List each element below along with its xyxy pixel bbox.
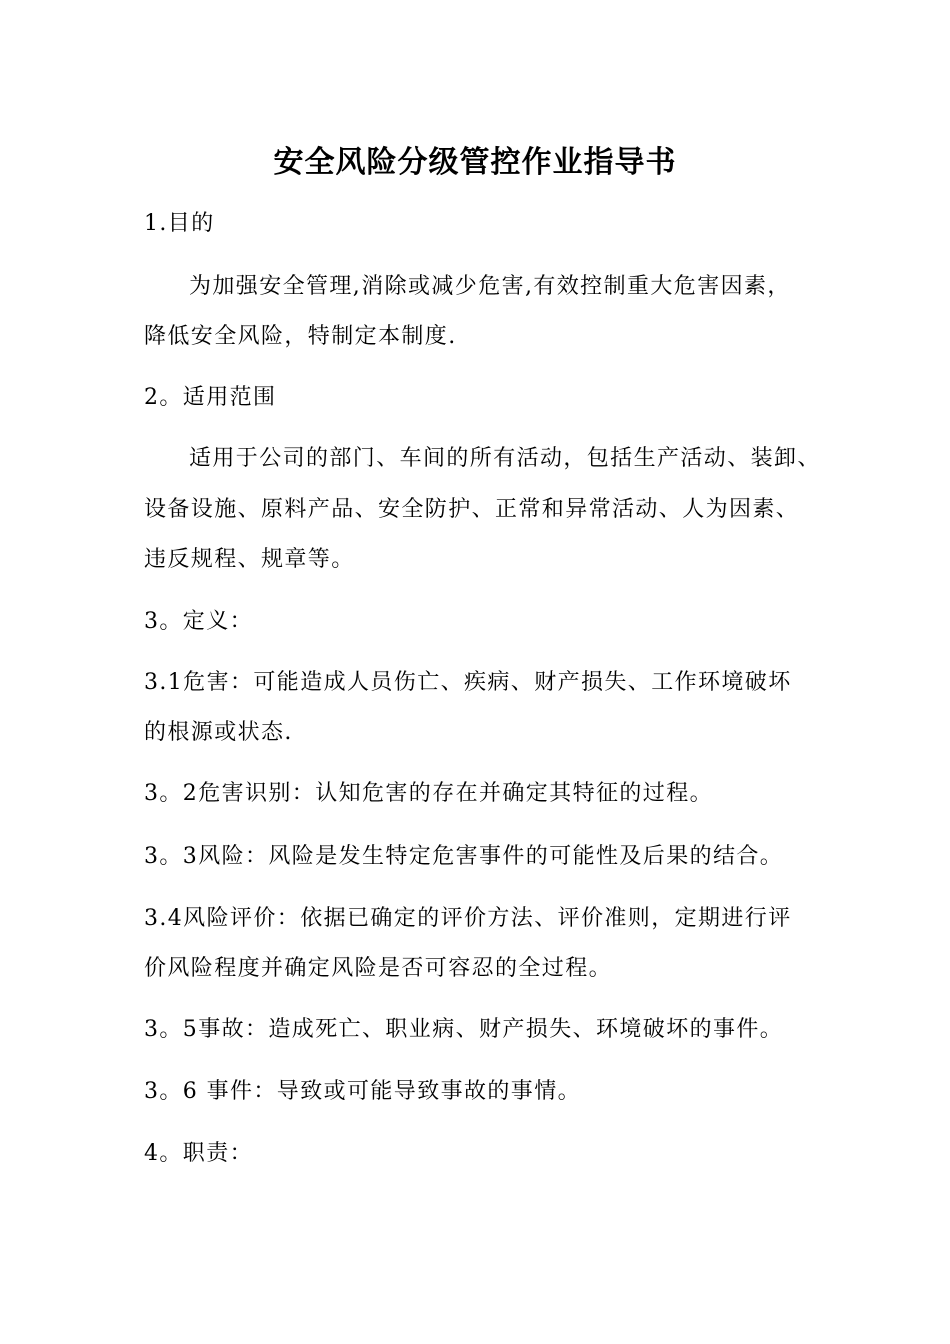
heading-scope: 2。适用范围: [144, 385, 277, 410]
definition-line: 的根源或状态.: [144, 720, 293, 745]
paragraph-line: 违反规程、规章等。: [144, 547, 355, 572]
paragraph-line: 降低安全风险，特制定本制度.: [144, 324, 457, 349]
definition-line: 3。3风险：风险是发生特定危害事件的可能性及后果的结合。: [144, 844, 784, 869]
paragraph-line: 设备设施、原料产品、安全防护、正常和异常活动、人为因素、: [144, 497, 800, 522]
definition-line: 3。2危害识别：认知危害的存在并确定其特征的过程。: [144, 781, 713, 806]
heading-responsibilities: 4。职责：: [144, 1141, 253, 1166]
definition-line: 3.1危害：可能造成人员伤亡、疾病、财产损失、工作环境破坏: [144, 670, 792, 695]
document-title: 安全风险分级管控作业指导书: [273, 145, 677, 180]
paragraph-line: 适用于公司的部门、车间的所有活动，包括生产活动、装卸、: [189, 446, 821, 471]
definition-line: 3。6 事件：导致或可能导致事故的事情。: [144, 1079, 581, 1104]
heading-definitions: 3。定义：: [144, 609, 253, 634]
paragraph-line: 为加强安全管理,消除或减少危害,有效控制重大危害因素，: [189, 274, 791, 299]
definition-line: 3。5事故：造成死亡、职业病、财产损失、环境破坏的事件。: [144, 1017, 784, 1042]
definition-line: 3.4风险评价：依据已确定的评价方法、评价准则，定期进行评: [144, 906, 792, 931]
definition-line: 价风险程度并确定风险是否可容忍的全过程。: [144, 956, 613, 981]
heading-purpose: 1.目的: [144, 211, 215, 236]
